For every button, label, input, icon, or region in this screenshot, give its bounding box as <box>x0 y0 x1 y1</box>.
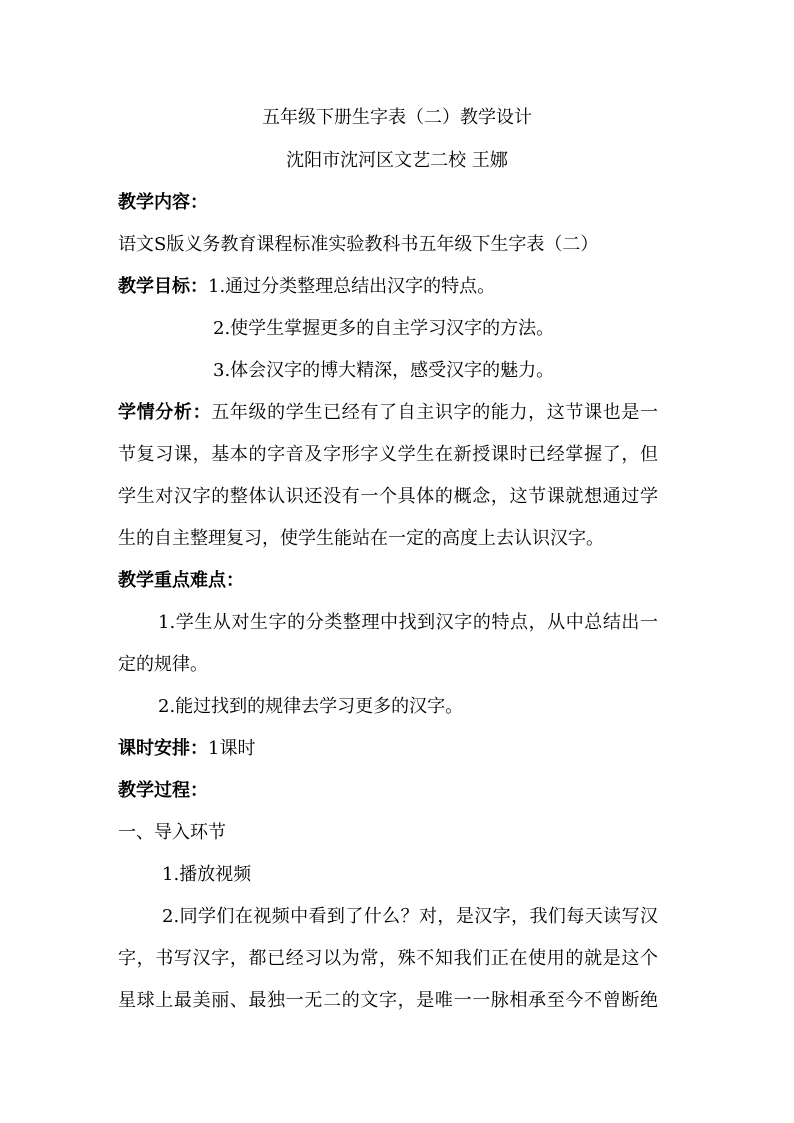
step-2-line-3: 星球上最美丽、最独一无二的文字，是唯一一脉相承至今不曾断绝 <box>118 990 658 1011</box>
analysis-line-3: 学生对汉字的整体认识还没有一个具体的概念，这节课就想通过学 <box>118 486 658 507</box>
key-2: 2.能过找到的规律去学习更多的汉字。 <box>158 696 464 717</box>
section-1-heading: 一、导入环节 <box>118 822 226 843</box>
content-heading: 教学内容： <box>118 192 208 213</box>
step-2-line-1: 2.同学们在视频中看到了什么？对，是汉字，我们每天读写汉 <box>162 906 658 927</box>
analysis-line-1: 五年级的学生已经有了自主识字的能力，这节课也是一 <box>211 402 658 423</box>
goals-row <box>118 275 495 299</box>
analysis-row <box>118 401 658 425</box>
goal-3: 3.体会汉字的博大精深，感受汉字的魅力。 <box>213 360 555 381</box>
key-1-line-2: 定的规律。 <box>118 654 208 675</box>
analysis-heading: 学情分析： <box>118 402 212 423</box>
analysis-line-4: 生的自主整理复习，使学生能站在一定的高度上去认识汉字。 <box>118 528 604 549</box>
goal-1: 1.通过分类整理总结出汉字的特点。 <box>208 276 496 297</box>
key-heading: 教学重点难点： <box>118 570 244 591</box>
schedule-row <box>118 737 255 761</box>
schedule-heading: 课时安排： <box>118 738 208 759</box>
content-text: 语文S版义务教育课程标准实验教科书五年级下生字表（二） <box>118 234 599 255</box>
process-heading: 教学过程： <box>118 780 208 801</box>
goal-2: 2.使学生掌握更多的自主学习汉字的方法。 <box>213 318 555 339</box>
step-2-line-2: 字，书写汉字，都已经习以为常，殊不知我们正在使用的就是这个 <box>118 948 658 969</box>
document-author: 沈阳市沈河区文艺二校 王娜 <box>286 150 508 171</box>
key-1-line-1: 1.学生从对生字的分类整理中找到汉字的特点，从中总结出一 <box>158 612 658 633</box>
schedule-text: 1课时 <box>208 738 256 759</box>
document-title: 五年级下册生字表（二）教学设计 <box>262 107 532 128</box>
goals-heading: 教学目标： <box>118 276 208 297</box>
step-1: 1.播放视频 <box>162 864 252 885</box>
analysis-line-2: 节复习课，基本的字音及字形字义学生在新授课时已经掌握了，但 <box>118 444 658 465</box>
